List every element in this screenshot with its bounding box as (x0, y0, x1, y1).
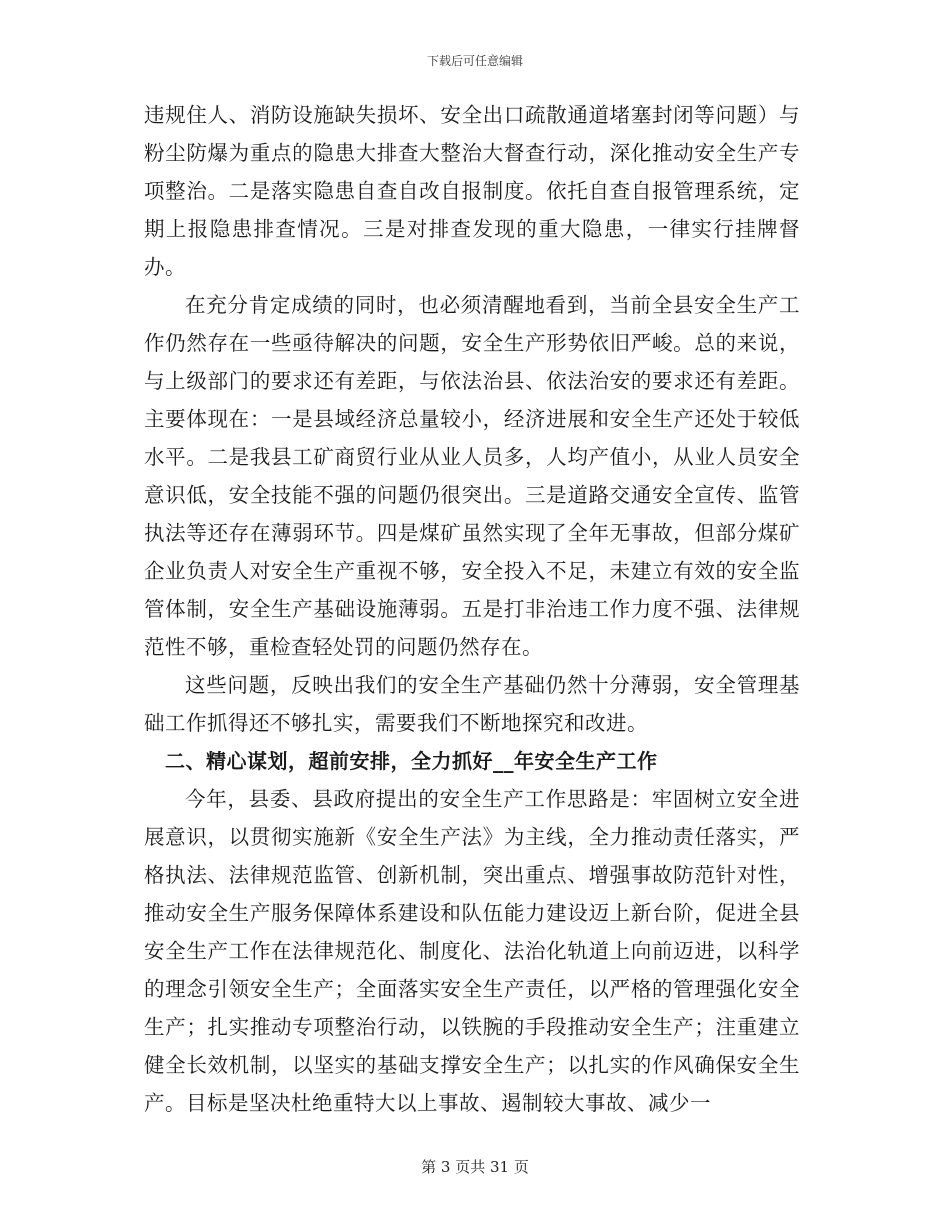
paragraph-problems: 在充分肯定成绩的同时，也必须清醒地看到，当前全县安全生产工作仍然存在一些亟待解决的问题，安全生产形势依旧严峻。总的来说，与上级部门的要求还有差距，与依法治县、依法治安的要求还有差距。主要体现在：一是县域经济总量较小，经济进展和安全生产还处于较低水平。二是我县工矿商贸行业从业人员多，人均产值小，从业人员安全意识低，安全技能不强的问题仍很突出。三是道路交通安全宣传、监管执法等还存在薄弱环节。四是煤矿虽然实现了全年无事故，但部分煤矿企业负责人对安全生产重视不够，安全投入不足，未建立有效的安全监管体制，安全生产基础设施薄弱。五是打非治违工作力度不强、法律规范性不够，重检查轻处罚的问题仍然存在。 (144, 293, 800, 659)
paragraph-work-plan: 今年，县委、县政府提出的安全生产工作思路是：牢固树立安全进展意识，以贯彻实施新《安全生产法》为主线，全力推动责任落实，严格执法、法律规范监管、创新机制，突出重点、增强事故防范针对性，推动安全生产服务保障体系建设和队伍能力建设迈上新台阶，促进全县安全生产工作在法律规范化、制度化、法治化轨道上向前迈进，以科学的理念引领安全生产；全面落实安全生产责任，以严格的管理强化安全生产；扎实推动专项整治行动，以铁腕的手段推动安全生产；注重建立健全长效机制，以坚实的基础支撑安全生产；以扎实的作风确保安全生产。目标是坚决杜绝重特大以上事故、遏制较大事故、减少一 (144, 787, 800, 1115)
paragraph-reflection: 这些问题，反映出我们的安全生产基础仍然十分薄弱，安全管理基础工作抓得还不够扎实，需要我们不断地探究和改进。 (144, 673, 800, 735)
page-header-note: 下载后可任意编辑 (426, 54, 523, 68)
document-body (144, 96, 800, 1122)
page-number: 第 3 页共 31 页 (421, 1158, 529, 1176)
section-heading: 二、精心谋划，超前安排，全力抓好__年安全生产工作 (165, 749, 658, 773)
paragraph-continued: 违规住人、消防设施缺失损坏、安全出口疏散通道堵塞封闭等问题）与粉尘防爆为重点的隐患大排查大整治大督查行动，深化推动安全生产专项整治。二是落实隐患自查自改自报制度。依托自查自报管理系统，定期上报隐患排查情况。三是对排查发现的重大隐患，一律实行挂牌督办。 (144, 103, 800, 279)
